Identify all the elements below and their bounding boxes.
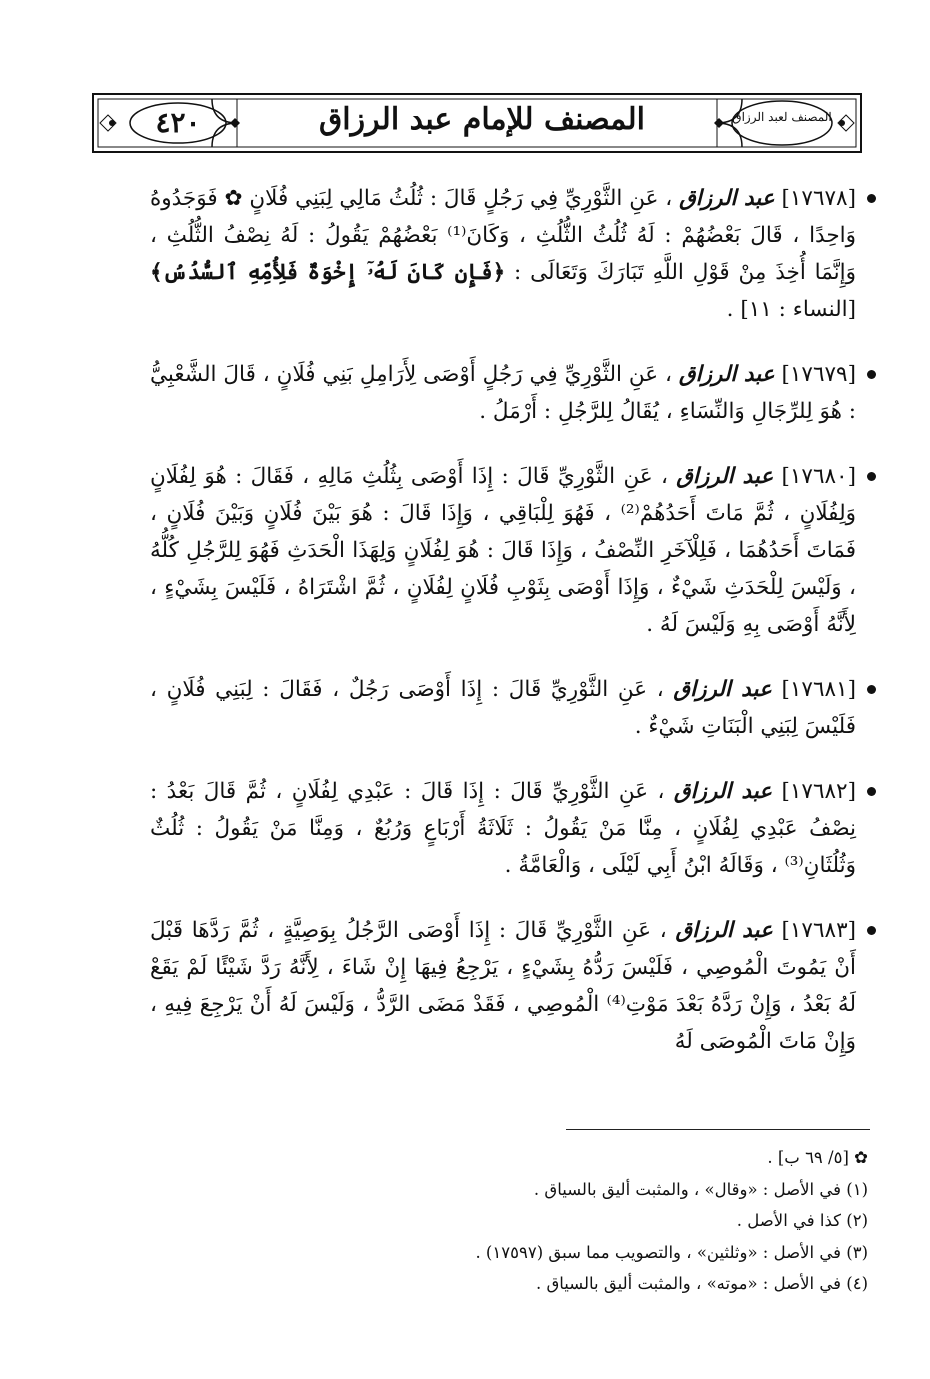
hadith-entry xyxy=(150,671,870,745)
footnote: (٤) في الأصل : «موته» ، والمثبت أليق بالسياق . xyxy=(535,1274,868,1293)
bullet-icon xyxy=(867,926,876,935)
footnote: (٢) كذا في الأصل . xyxy=(736,1211,868,1230)
hadith-number: [١٧٦٨١] xyxy=(781,677,856,702)
narrator-name: عبد الرزاق xyxy=(678,362,775,387)
hadith-list xyxy=(150,180,870,1088)
narrator-name: عبد الرزاق xyxy=(675,918,773,943)
hadith-number: [١٧٦٨٢] xyxy=(781,779,856,804)
hadith-entry xyxy=(150,356,870,430)
hadith-entry xyxy=(150,180,870,328)
hadith-entry xyxy=(150,912,870,1060)
book-title: المصنف للإمام عبد الرزاق xyxy=(319,102,645,137)
bullet-icon xyxy=(867,472,876,481)
hadith-entry xyxy=(150,773,870,884)
narrator-name: عبد الرزاق xyxy=(676,464,774,489)
narrator-name: عبد الرزاق xyxy=(673,677,772,702)
hadith-text: ، عَنِ الثَّوْرِيِّ قَالَ : إِذَا أَوْصَى رَجُلٌ ، فَقَالَ : لِبَنِي فُلَانٍ ، فَلَيْسَ لِبَنِي الْبَنَاتِ شَيْءٌ . xyxy=(150,677,856,739)
hadith-text: ، عَنِ الثَّوْرِيِّ قَالَ : إِذَا قَالَ : عَبْدِي لِفُلَانٍ ، ثُمَّ قَالَ بَعْدُ : نِصْفُ عَبْدِي لِفُلَانٍ ، مِنَّا مَنْ يَقُولُ : ثَلَاثَةُ أَرْبَاعٍ وَرُبُعٌ ، وَمِنَّا مَنْ يَقُولُ : ثُلُثٌ وَثُلُثَانِ⁽³⁾ ، وَقَالَهُ ابْنُ أَبِي لَيْلَى ، وَالْعَامَّةُ . xyxy=(150,779,856,878)
footnote: (١) في الأصل : «وقال» ، والمثبت أليق بالسياق . xyxy=(533,1179,868,1199)
verse-reference: [النساء : ١١] . xyxy=(726,297,856,322)
hadith-number: [١٧٦٧٨] xyxy=(781,186,856,211)
page-number: ٤٢٠ xyxy=(155,106,201,139)
hadith-entry xyxy=(150,458,870,643)
hadith-text: ، عَنِ الثَّوْرِيِّ فِي رَجُلٍ قَالَ : ثُلُثُ مَالِي لِبَنِي فُلَانٍ ✿ فَوَجَدُوهُ وَاحِدًا ، قَالَ بَعْضُهُمْ : لَهُ ثُلُثُ الثُّلُثِ ، وَكَانَ⁽¹⁾ بَعْضُهُمْ يَقُولُ : لَهُ نِصْفُ الثُّلُثِ ، وَإِنَّمَا أُخِذَ مِنْ قَوْلِ اللَّهِ تَبَارَكَ وَتَعَالَى : xyxy=(150,186,856,285)
hadith-text: ، عَنِ الثَّوْرِيِّ قَالَ : إِذَا أَوْصَى بِثُلُثِ مَالِهِ ، فَقَالَ : هُوَ لِفُلَانٍ وَلِفُلَانٍ ، ثُمَّ مَاتَ أَحَدُهُمْ⁽²⁾ ، فَهُوَ لِلْبَاقِي ، وَإِذَا قَالَ : هُوَ بَيْنَ فُلَانٍ وَبَيْنَ فُلَانٍ ، فَمَاتَ أَحَدُهُمَا ، فَلِلْآخَرِ النِّصْفُ ، وَإِذَا قَالَ : هُوَ لِفُلَانٍ وَلِهَذَا الْحَدَثِ فَهُوَ لِلرَّجُلِ كُلُّهُ ، وَلَيْسَ لِلْحَدَثِ شَيْءٌ ، وَإِذَا أَوْصَى بِثَوْبِ فُلَانٍ لِفُلَانٍ ، ثُمَّ اشْتَرَاهُ ، فَلَيْسَ بِشَيْءٍ ، لِأَنَّهُ أَوْصَى بِهِ وَلَيْسَ لَهُ . xyxy=(150,464,856,637)
footnote: (٣) في الأصل : «وثلثين» ، والتصويب مما سبق (١٧٥٩٧) . xyxy=(475,1242,868,1262)
quran-verse: ﴿فَإِن كَانَ لَهُۥٓ إِخْوَةٌ فَلِأُمِّهِ ٱلسُّدُسُ﴾ xyxy=(150,260,506,285)
narrator-name: عبد الرزاق xyxy=(679,186,775,211)
footnotes xyxy=(300,1142,868,1300)
page-header xyxy=(92,88,862,158)
footnote: ✿ [٥/ ٦٩ ب] . xyxy=(767,1148,868,1167)
bullet-icon xyxy=(867,685,876,694)
bullet-icon xyxy=(867,787,876,796)
hadith-text: ، عَنِ الثَّوْرِيِّ فِي رَجُلٍ أَوْصَى لِأَرَامِلِ بَنِي فُلَانٍ ، قَالَ الشَّعْبِيُّ : هُوَ لِلرِّجَالِ وَالنِّسَاءِ ، يُقَالُ لِلرَّجُلِ : أَرْمَلُ . xyxy=(150,362,856,424)
hadith-text: ، عَنِ الثَّوْرِيِّ قَالَ : إِذَا أَوْصَى الرَّجُلُ بِوَصِيَّةٍ ، ثُمَّ رَدَّهَا قَبْلَ أَنْ يَمُوتَ الْمُوصِي ، فَلَيْسَ رَدُّهُ بِشَيْءٍ ، يَرْجِعُ فِيهَا إِنْ شَاءَ ، لِأَنَّهُ رَدَّ شَيْئًا لَمْ يَقَعْ لَهُ بَعْدُ ، وَإِنْ رَدَّهُ بَعْدَ مَوْتِ⁽⁴⁾ الْمُوصِي ، فَقَدْ مَضَى الرَّدُّ ، وَلَيْسَ لَهُ أَنْ يَرْجِعَ فِيهِ ، وَإِنْ مَاتَ الْمُوصَى لَهُ xyxy=(150,918,856,1054)
footnote-divider xyxy=(566,1129,870,1130)
book-logo: المصنف لعبد الرزاق xyxy=(732,110,832,124)
bullet-icon xyxy=(867,194,876,203)
hadith-number: [١٧٦٧٩] xyxy=(781,362,856,387)
narrator-name: عبد الرزاق xyxy=(673,779,773,804)
bullet-icon xyxy=(867,370,876,379)
hadith-number: [١٧٦٨٣] xyxy=(781,918,857,943)
hadith-number: [١٧٦٨٠] xyxy=(781,464,856,489)
